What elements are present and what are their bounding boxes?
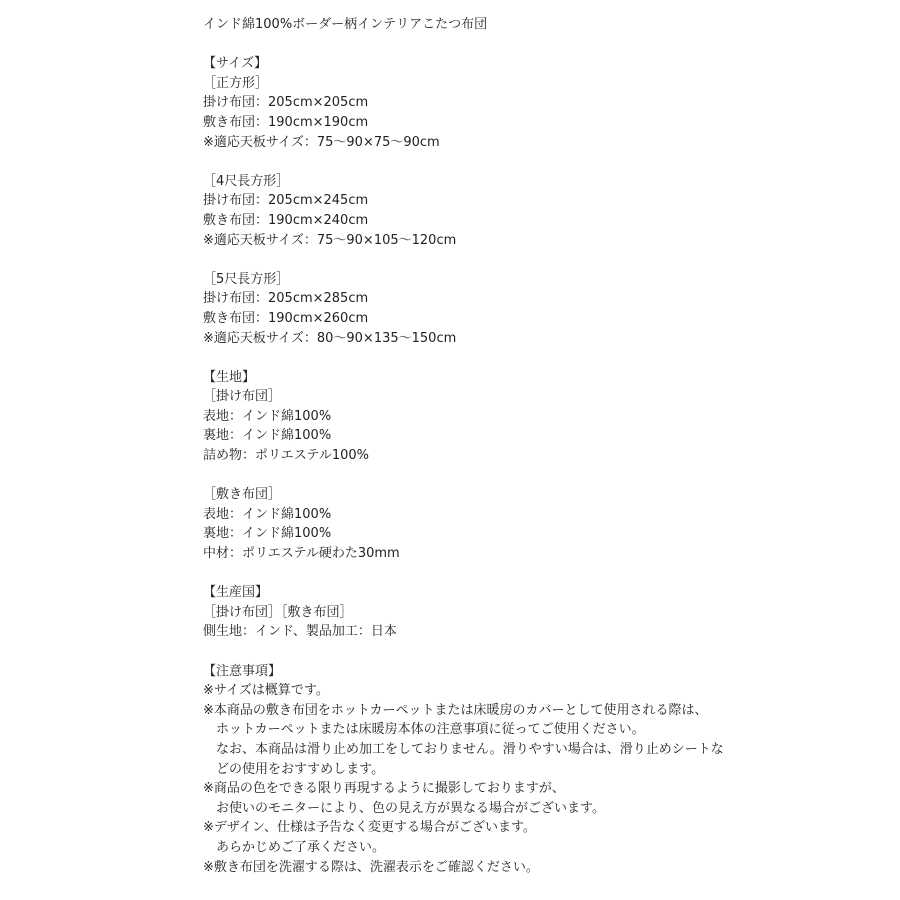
rect5-table-size: ※適応天板サイズ：80～90×135～150cm: [203, 330, 457, 346]
blank-line: [203, 466, 883, 486]
fabric-shiki-front: 表地：インド綿100%: [203, 506, 332, 522]
fabric-shiki-label: ［敷き布団］: [203, 487, 282, 503]
fabric-kake-filling: 詰め物：ポリエステル100%: [203, 448, 369, 464]
origin-value: 側生地：インド、製品加工：日本: [203, 624, 397, 640]
note-line: ホットカーペットまたは床暖房本体の注意事項に従ってご使用ください。: [203, 722, 645, 738]
note-line: ※本商品の敷き布団をホットカーペットまたは床暖房のカバーとして使用される際は、: [203, 702, 708, 718]
product-title: インド綿100%ボーダー柄インテリアこたつ布団: [203, 17, 488, 32]
note-line: ※敷き布団を洗濯する際は、洗濯表示をご確認ください。: [203, 859, 539, 875]
note-line: どの使用をおすすめします。: [203, 761, 385, 777]
fabric-kake-back: 裏地：インド綿100%: [203, 428, 332, 444]
size-heading: 【サイズ】: [203, 56, 267, 72]
origin-label: ［掛け布団］［敷き布団］: [203, 604, 353, 620]
square-kake-size: 掛け布団：205cm×205cm: [203, 95, 369, 111]
rect5-label: ［5尺長方形］: [203, 271, 290, 287]
fabric-kake-front: 表地：インド綿100%: [203, 408, 332, 424]
origin-heading: 【生産国】: [203, 585, 269, 601]
note-line: なお、本商品は滑り止め加工をしておりません。滑りやすい場合は、滑り止めシートな: [203, 741, 724, 757]
blank-line: [203, 642, 883, 662]
product-spec-document: [203, 15, 883, 877]
blank-line: [203, 35, 883, 55]
rect4-label: ［4尺長方形］: [203, 173, 290, 189]
square-shiki-size: 敷き布団：190cm×190cm: [203, 114, 369, 130]
note-line: あらかじめご了承ください。: [203, 839, 386, 855]
square-label: ［正方形］: [203, 75, 269, 91]
rect4-shiki-size: 敷き布団：190cm×240cm: [203, 212, 369, 228]
notes-heading: 【注意事項】: [203, 663, 282, 679]
fabric-heading: 【生地】: [203, 369, 256, 385]
rect5-shiki-size: 敷き布団：190cm×260cm: [203, 310, 369, 326]
square-table-size: ※適応天板サイズ：75～90×75～90cm: [203, 134, 440, 150]
note-line: ※商品の色をできる限り再現するように撮影しておりますが、: [203, 781, 565, 797]
fabric-kake-label: ［掛け布団］: [203, 389, 282, 405]
fabric-shiki-back: 裏地：インド綿100%: [203, 526, 332, 542]
rect5-kake-size: 掛け布団：205cm×285cm: [203, 291, 369, 307]
blank-line: [203, 250, 883, 270]
blank-line: [203, 152, 883, 172]
note-line: お使いのモニターにより、色の見え方が異なる場合がございます。: [203, 800, 605, 816]
blank-line: [203, 564, 883, 584]
note-line: ※サイズは概算です。: [203, 683, 329, 699]
note-line: ※デザイン、仕様は予告なく変更する場合がございます。: [203, 820, 536, 836]
fabric-shiki-core: 中材：ポリエステル硬わた30mm: [203, 546, 400, 562]
rect4-table-size: ※適応天板サイズ：75～90×105～120cm: [203, 232, 457, 248]
rect4-kake-size: 掛け布団：205cm×245cm: [203, 193, 369, 209]
blank-line: [203, 348, 883, 368]
